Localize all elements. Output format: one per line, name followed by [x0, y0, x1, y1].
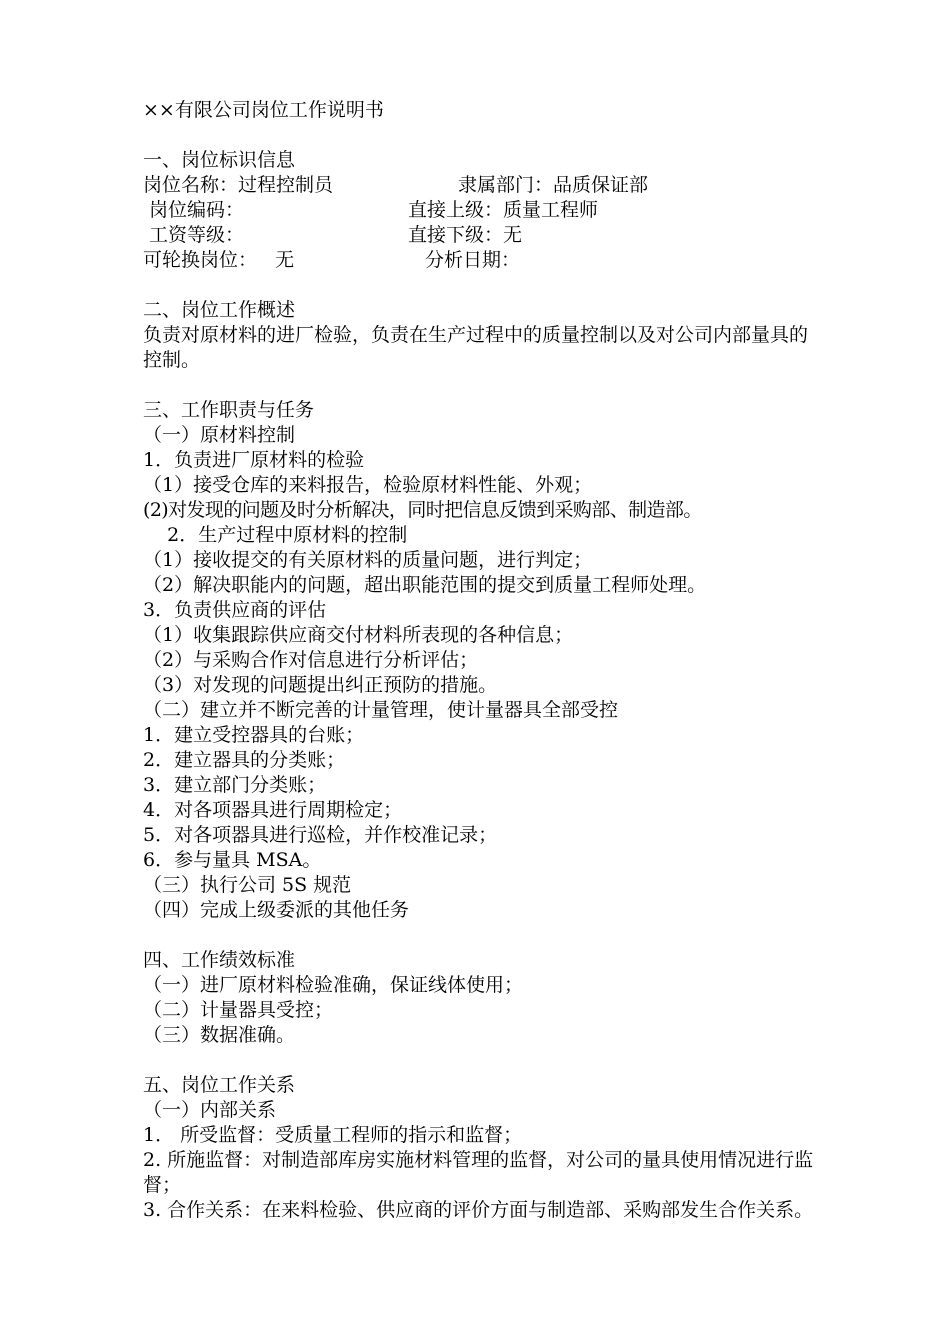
list-item: 3．建立部门分类账；	[143, 774, 327, 796]
list-item: （三）数据准确。	[143, 1024, 296, 1046]
list-item: 1． 所受监督：受质量工程师的指示和监督；	[143, 1124, 523, 1146]
info-row	[143, 248, 823, 273]
overview-paragraph: 负责对原材料的进厂检验，负责在生产过程中的质量控制以及对公司内部量具的控制。	[143, 324, 809, 371]
list-item: （2）解决职能内的问题，超出职能范围的提交到质量工程师处理。	[143, 574, 707, 596]
list-item: （一）进厂原材料检验准确，保证线体使用；	[143, 974, 524, 996]
list-item: 5．对各项器具进行巡检，并作校准记录；	[143, 824, 498, 846]
list-item: 2．建立器具的分类账；	[143, 749, 346, 771]
section-heading-duties: 三、工作职责与任务	[143, 399, 315, 421]
info-row	[143, 173, 823, 198]
info-left: 工资等级：	[143, 224, 245, 246]
info-left: 岗位名称：过程控制员	[143, 174, 334, 196]
info-right: 直接下级：无	[408, 224, 523, 246]
list-item: 4．对各项器具进行周期检定；	[143, 799, 403, 821]
list-item: (2)对发现的问题及时分析解决，同时把信息反馈到采购部、制造部。	[143, 499, 702, 521]
info-left: 岗位编码：	[143, 199, 245, 221]
info-right: 隶属部门：品质保证部	[458, 174, 649, 196]
list-item: （3）对发现的问题提出纠正预防的措施。	[143, 674, 498, 696]
info-right: 直接上级：质量工程师	[408, 199, 599, 221]
list-item: （三）执行公司 5S 规范	[143, 874, 352, 896]
performance-list	[143, 973, 823, 1048]
section-heading-overview: 二、岗位工作概述	[143, 299, 296, 321]
list-item: （1）接收提交的有关原材料的质量问题，进行判定；	[143, 549, 593, 571]
list-item: （1）接受仓库的来料报告，检验原材料性能、外观；	[143, 474, 593, 496]
list-item: 1．建立受控器具的台账；	[143, 724, 365, 746]
list-item: （一）原材料控制	[143, 424, 296, 446]
duties-list	[143, 423, 823, 923]
list-item: 2．生产过程中原材料的控制	[143, 524, 408, 546]
list-item: （四）完成上级委派的其他任务	[143, 899, 410, 921]
list-item: 3．负责供应商的评估	[143, 599, 327, 621]
relations-list	[143, 1098, 823, 1223]
document-content	[143, 98, 823, 1223]
info-row	[143, 223, 823, 248]
list-item: 1．负责进厂原材料的检验	[143, 449, 365, 471]
list-item: （一）内部关系	[143, 1099, 277, 1121]
list-item: （2）与采购合作对信息进行分析评估；	[143, 649, 479, 671]
list-item: （1）收集跟踪供应商交付材料所表现的各种信息；	[143, 624, 574, 646]
list-item: 3. 合作关系：在来料检验、供应商的评价方面与制造部、采购部发生合作关系。	[143, 1199, 814, 1221]
section-heading-identification: 一、岗位标识信息	[143, 149, 296, 171]
info-row	[143, 198, 823, 223]
list-item: 2. 所施监督：对制造部库房实施材料管理的监督，对公司的量具使用情况进行监督；	[143, 1149, 814, 1196]
section-heading-performance: 四、工作绩效标准	[143, 949, 296, 971]
info-left: 可轮换岗位： 无	[143, 249, 295, 271]
list-item: 6．参与量具 MSA。	[143, 849, 322, 871]
list-item: （二）建立并不断完善的计量管理，使计量器具全部受控	[143, 699, 619, 721]
list-item: （二）计量器具受控；	[143, 999, 334, 1021]
document-title: ××有限公司岗位工作说明书	[143, 99, 384, 121]
section-heading-relations: 五、岗位工作关系	[143, 1074, 296, 1096]
info-right: 分析日期：	[425, 249, 521, 271]
